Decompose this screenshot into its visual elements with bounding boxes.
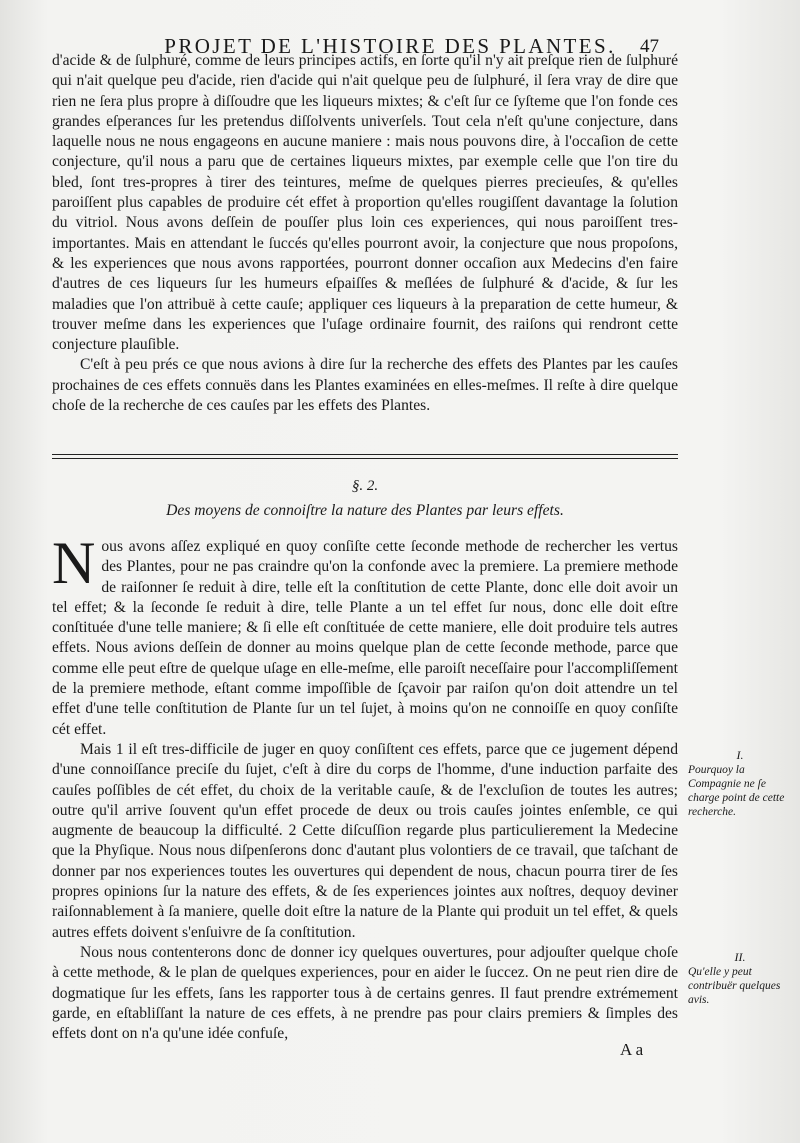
- running-title: PROJET DE L'HISTOIRE DES PLANTES.: [164, 34, 616, 58]
- margin-note-text: Pourquoy la Compagnie ne ſe charge point de cette recherche.: [688, 764, 785, 818]
- paragraph: Nous nous contenterons donc de donner icy quelques ouvertures, pour adjouſter quelque choſe à cette methode, & le plan de quelques experiences, pour en aider le ſuccez. On ne peut rien dire de dogmatique ſur les effets, ſans les rapporter tous à de certains genres. Il faut prendre extrémement garde, en eſtabliſſant la nature de ces effets, à ne prendre pas pour clairs premiers & ſimples des effets dont on n'a qu'une idée confuſe,: [52, 943, 678, 1043]
- margin-note-number: I.: [736, 748, 744, 762]
- drop-cap: N: [52, 530, 96, 596]
- section-title: Des moyens de connoiſtre la nature des Plantes par leurs effets.: [166, 502, 564, 519]
- paragraph: Mais 1 il eſt tres-difficile de juger en quoy conſiſtent ces effets, parce que ce jugement dépend d'une connoiſſance preciſe du ſujet, c'eſt à dire du corps de l'homme, d'une induction parfaite des cauſes poſſibles de cét effet, du choix de la veritable cauſe, & de l'excluſion de toutes les autres; outre qu'il arrive ſouvent qu'un effet procede de deux ou trois cauſes jointes enſemble, ce qui augmente de beaucoup la difficulté. 2 Cette diſcuſſion regarde plus particulierement la Medecine que la Phyſique. Nous nous diſpenſerons donc d'autant plus volontiers de ce travail, que taſchant de donner par nos experiences toutes les ouvertures qui dependent de nous, chacun pourra tirer de ſes propres opinions ſur la nature des effets, & de ſes experiences jointes aux noſtres, dequoy deviner raiſonnablement à ſa maniere, quelle doit eſtre la nature de la Plante qui produit un tel effet, & quels autres effets doivent s'enſuivre de ſa conſtitution.: [52, 740, 678, 941]
- margin-note: [688, 748, 792, 819]
- section-number: §. 2.: [351, 478, 379, 494]
- paragraph: [52, 530, 678, 740]
- paragraph: C'eſt à peu prés ce que nous avions à dire ſur la recherche des effets des Plantes par les cauſes prochaines de ces effets connuës dans les Plantes examinées en elles-meſmes. Il reſte à dire quelque choſe de la recherche de ces cauſes par les effets des Plantes.: [52, 356, 678, 415]
- paragraph-text: ous avons aſſez expliqué en quoy conſiſte cette ſeconde methode de rechercher les vertus des Plantes, pour ne pas craindre qu'on la confonde avec la premiere. La premiere methode de raiſonner ſe reduit à dire, telle eſt la conſtitution de cette Plante, donc elle doit avoir un tel effet; & la ſeconde ſe reduit à dire, telle Plante a un tel effet ſur nous, donc elle doit eſtre conſtituée d'une telle maniere; & ſi elle eſt conſtituée de cette maniere, elle doit produire tels autres effets. Nous avions deſſein de donner au moins quelque plan de cette ſeconde methode, parce que comme elle peut eſtre de quelque uſage en elle-meſme, elle paroiſt neceſſaire pour l'accompliſſement de la premiere methode, eſtant comme impoſſible de ſçavoir par raiſon qu'on doit attendre un tel effet d'une telle conſtitution de Plante ſur un tel ſujet, à moins qu'on ne connoiſſe en quoy conſiſte cét effet.: [52, 538, 678, 738]
- page-number: 47: [640, 36, 659, 57]
- section-divider: [52, 454, 678, 459]
- signature-mark: A a: [620, 1040, 644, 1059]
- text-block-continuation: [52, 51, 678, 416]
- paragraph: d'acide & de ſulphuré, comme de leurs principes actifs, en ſorte qu'il n'y ait preſque rien de ſulphuré qui n'ait quelque peu d'acide, rien d'acide qui n'ait quelque peu de ſulphuré, il ſera vray de dire que rien ne ſera plus propre à diſſoudre que les liqueurs mixtes; & c'eſt ſur ce ſyſteme que l'on fonde ces grandes eſperances ſur les pretendus diſſolvents univerſels. Tout cela n'eſt qu'une conjecture, dans laquelle nous ne nous engageons en aucune maniere : mais nous pouvons dire, à l'occaſion de cette conjecture, qu'il nous a paru que de certaines liqueurs mixtes, par exemple celle que l'on tire du bled, ſont tres-propres à tirer des teintures, meſme de quelques pierres precieuſes, & qu'elles paroiſſent plus capables de produire cét effet à proportion qu'elles rougiſſent davantage la ſolution du vitriol. Nous avons deſſein de pouſſer plus loin ces experiences, qui nous paroiſſent tres-importantes. Mais en attendant le ſuccés qu'elles pourront avoir, la conjecture que nous propoſons, & les experiences que nous avons rapportées, pourront donner occaſion aux Medecins d'en faire d'autres de ces liqueurs ſur les humeurs eſpaiſſes & meſlées de ſulphuré & d'acide, & ſur les maladies que l'on attribuë à cette cauſe; appliquer ces liqueurs à la preparation de cette humeur, & trouver meſme dans les experiences que l'uſage ordinaire fournit, des raiſons qui rendront cette conjecture plauſible.: [52, 52, 678, 354]
- text-block-section: [52, 530, 678, 1044]
- margin-note-number: II.: [734, 950, 746, 964]
- margin-note-text: Qu'elle y peut contribuër quelques avis.: [688, 966, 781, 1006]
- margin-note: [688, 950, 792, 1007]
